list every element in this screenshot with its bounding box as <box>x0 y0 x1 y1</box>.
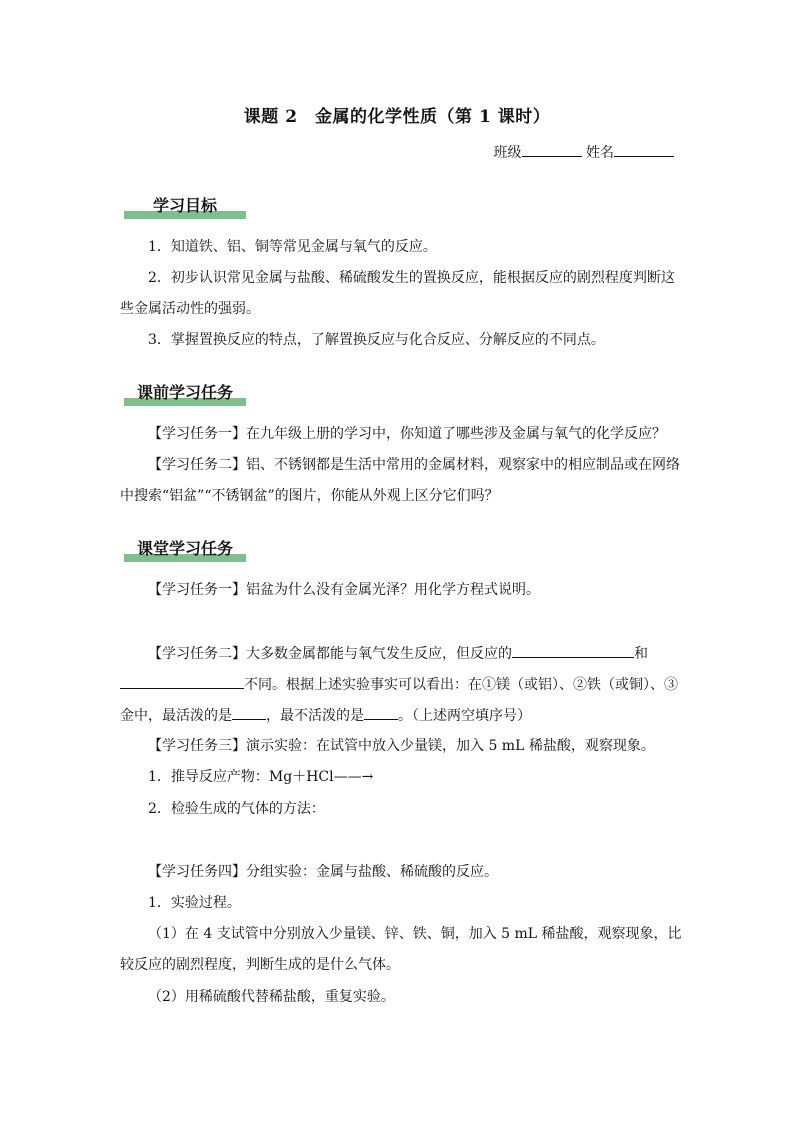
class-blank[interactable] <box>522 142 582 157</box>
class-label: 班级 <box>493 145 522 161</box>
goal-2-line-2: 些金属活动性的强弱。 <box>120 301 260 317</box>
class-task-1: 【学习任务一】铝盆为什么没有金属光泽？用化学方程式说明。 <box>148 582 540 598</box>
class-task-3-item-2: 2．检验生成的气体的方法： <box>148 801 325 817</box>
section-heading-in-class <box>124 536 246 562</box>
class-task-4-step-1-line-1: （1）在 4 支试管中分别放入少量镁、锌、铁、铜，加入 5 mL 稀盐酸，观察现象，比 <box>148 926 682 942</box>
class-task-2-text: 【学习任务二】大多数金属都能与氧气发生反应，但反应的 <box>148 646 512 662</box>
class-task-3: 【学习任务三】演示实验：在试管中放入少量镁，加入 5 mL 稀盐酸，观察现象。 <box>148 738 655 754</box>
fill-blank-1[interactable] <box>512 643 634 658</box>
section-heading-label: 课前学习任务 <box>136 383 233 402</box>
goal-2-line-1: 2．初步认识常见金属与盐酸、稀硫酸发生的置换反应，能根据反应的剧烈程度判断这 <box>148 270 675 286</box>
goal-3: 3．掌握置换反应的特点，了解置换反应与化合反应、分解反应的不同点。 <box>148 332 605 348</box>
pre-task-1: 【学习任务一】在九年级上册的学习中，你知道了哪些涉及金属与氧气的化学反应？ <box>148 426 666 442</box>
pre-task-2-line-2: 中搜索“铝盆”“不锈钢盆”的图片，你能从外观上区分它们吗？ <box>120 488 499 504</box>
section-heading-goals <box>124 193 246 219</box>
class-task-4-item-1: 1．实验过程。 <box>148 895 241 911</box>
section-heading-label: 学习目标 <box>152 196 217 215</box>
fill-blank-most-active[interactable] <box>232 705 266 720</box>
class-task-2-text-3: 金中，最活泼的是 <box>120 708 232 724</box>
class-task-2-text-4: ，最不活泼的是 <box>266 708 364 724</box>
pre-task-2-line-1: 【学习任务二】铝、不锈钢都是生活中常用的金属材料，观察家中的相应制品或在网络 <box>148 457 680 473</box>
class-task-2-line-3 <box>120 705 680 726</box>
class-task-3-item-1: 1．推导反应产物：Mg＋HCl——→ <box>148 769 374 785</box>
goal-1: 1．知道铁、铝、铜等常见金属与氧气的反应。 <box>148 239 437 255</box>
class-task-2-line-2 <box>120 674 680 695</box>
class-task-2-line-1 <box>148 643 708 664</box>
class-task-2-text-5: 。（上述两空填序号） <box>398 708 531 724</box>
class-task-2-and: 和 <box>634 646 648 662</box>
name-label: 姓名 <box>586 145 614 161</box>
section-heading-label: 课堂学习任务 <box>136 539 233 558</box>
class-task-4-step-1-line-2: 较反应的剧烈程度，判断生成的是什么气体。 <box>120 957 400 973</box>
page-title: 课题 2 金属的化学性质（第 1 课时） <box>243 107 551 127</box>
class-task-4: 【学习任务四】分组实验：金属与盐酸、稀硫酸的反应。 <box>148 864 498 880</box>
fill-blank-2[interactable] <box>120 674 244 689</box>
name-blank[interactable] <box>614 142 674 157</box>
class-name-fields <box>494 142 674 162</box>
section-heading-pre-class <box>124 380 246 406</box>
class-task-2-text-2: 不同。根据上述实验事实可以看出：在①镁（或铝）、②铁（或铜）、③ <box>244 677 678 693</box>
fill-blank-least-active[interactable] <box>364 705 398 720</box>
class-task-4-step-2: （2）用稀硫酸代替稀盐酸，重复实验。 <box>148 989 395 1005</box>
